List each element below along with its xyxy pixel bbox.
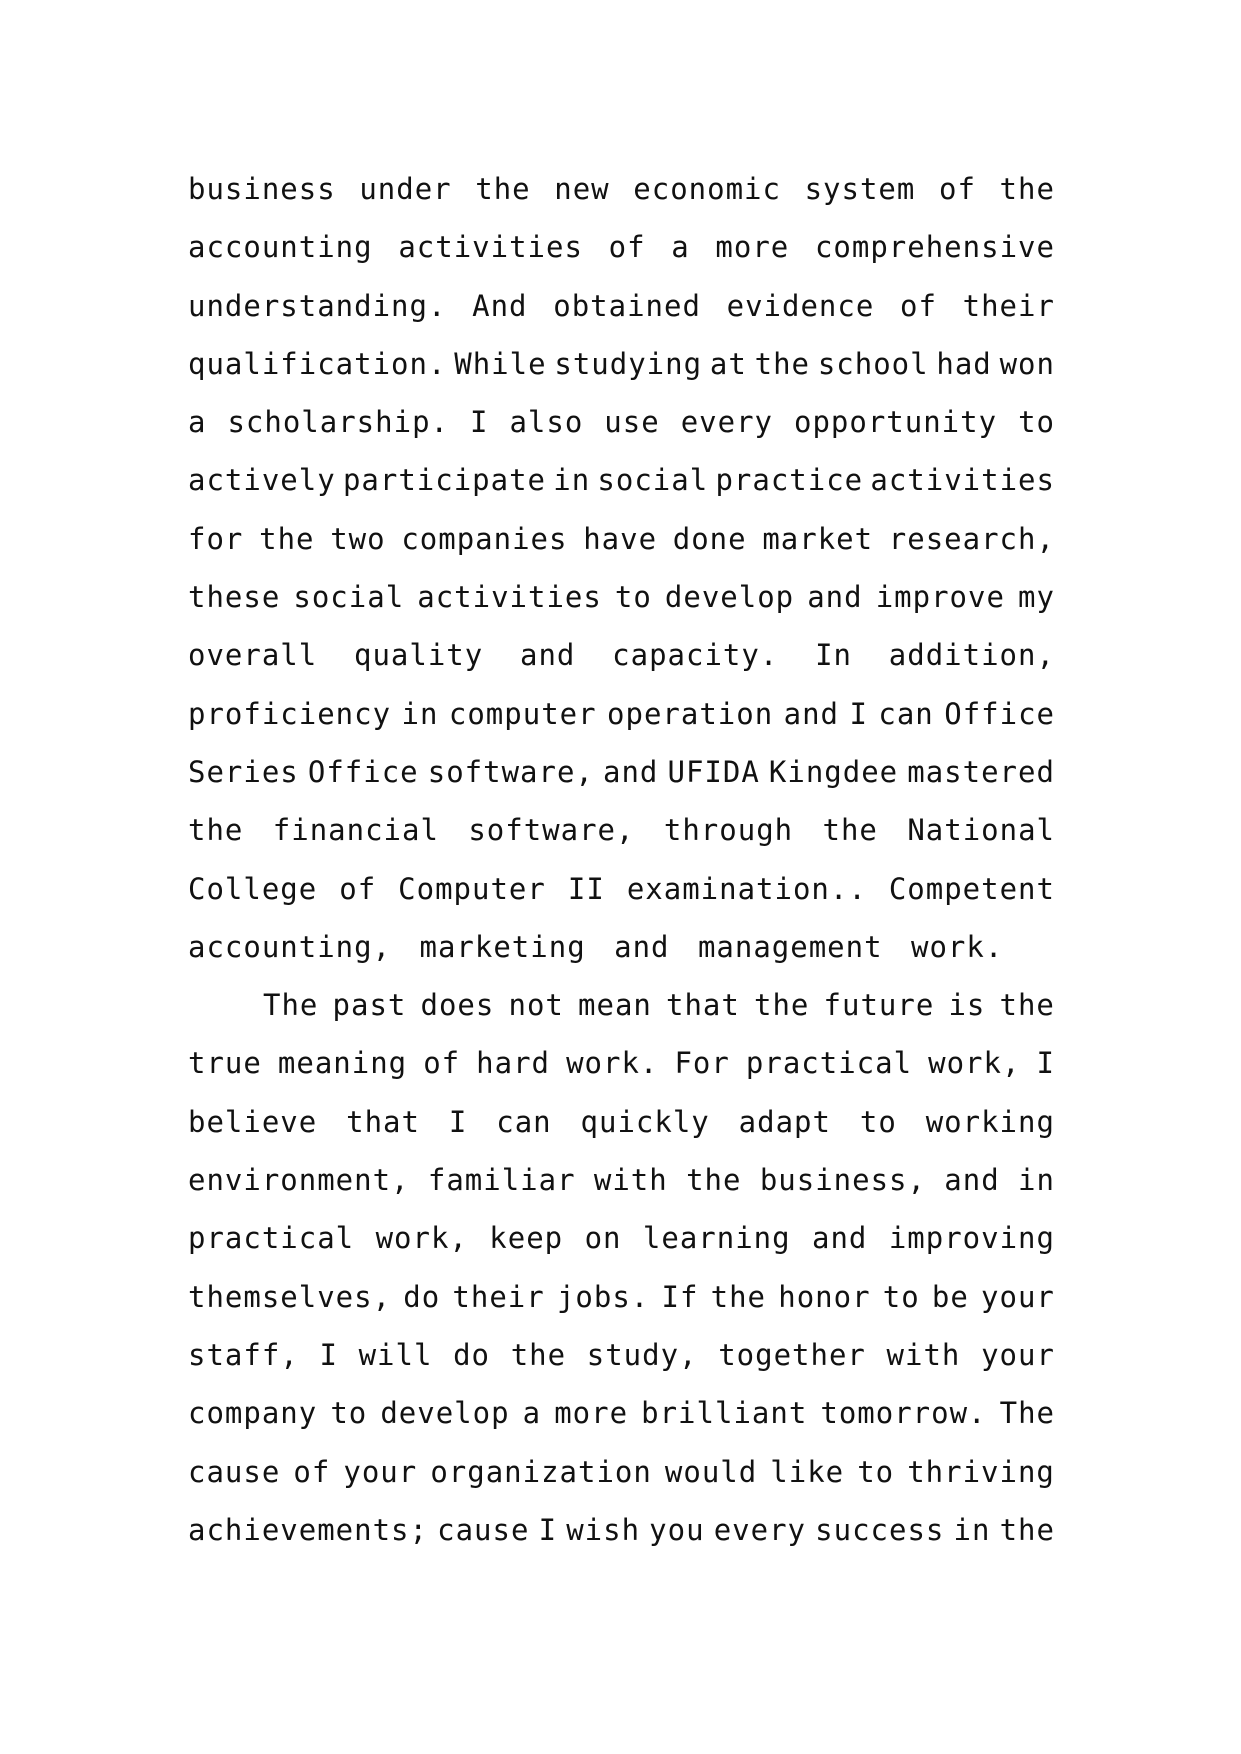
text-line: qualification. While studying at the school had won [188,346,1055,381]
text-line: College of Computer II examination.. Competent [188,871,1055,906]
text-line: themselves, do their jobs. If the honor to be your [188,1279,1055,1314]
text-line: Series Office software, and UFIDA Kingdee mastered [188,754,1055,789]
text-line: believe that I can quickly adapt to working [188,1104,1055,1139]
text-line: The past does not mean that the future is the [263,988,1055,1023]
text-line: overall quality and capacity. In addition, [188,638,1055,673]
text-line: true meaning of hard work. For practical work, I [188,1046,1055,1081]
text-line: actively participate in social practice activities [188,463,1055,498]
text-line: the financial software, through the National [188,813,1055,848]
paragraph [188,160,1055,976]
text-line: accounting activities of a more comprehensive [188,230,1055,265]
paragraph [188,976,1055,1559]
text-line: accounting, marketing and management work. [188,929,1004,964]
text-line: environment, familiar with the business, and in [188,1163,1055,1198]
text-line: a scholarship. I also use every opportunity to [188,405,1055,440]
text-line: proficiency in computer operation and I can Office [188,696,1055,731]
text-line: staff, I will do the study, together with your [188,1337,1055,1372]
text-line: business under the new economic system of the [188,172,1055,206]
text-line: these social activities to develop and improve my [188,580,1055,615]
text-line: achievements; cause I wish you every success in the [188,1512,1055,1547]
text-line: understanding. And obtained evidence of their [188,288,1055,323]
body-text [188,160,1055,1559]
text-line: company to develop a more brilliant tomorrow. The [188,1396,1055,1431]
text-line: practical work, keep on learning and improving [188,1221,1055,1256]
text-line: for the two companies have done market research, [188,521,1055,556]
text-line: cause of your organization would like to thriving [188,1454,1055,1489]
